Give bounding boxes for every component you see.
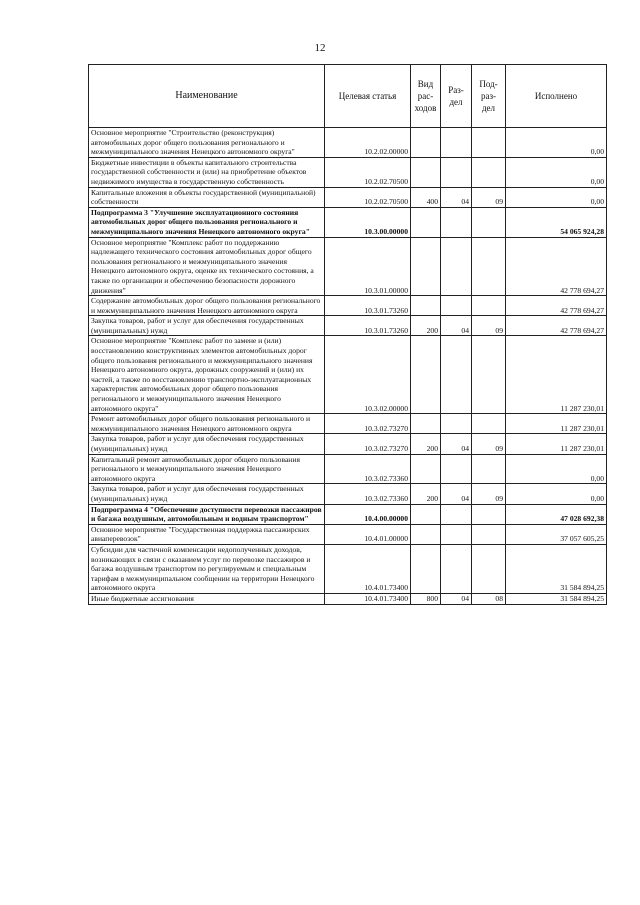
row-section xyxy=(441,128,472,158)
row-subsection: 09 xyxy=(472,484,506,504)
row-section xyxy=(441,336,472,414)
row-target-code: 10.3.01.00000 xyxy=(325,237,411,296)
table-row xyxy=(89,336,607,414)
row-subsection xyxy=(472,336,506,414)
row-amount: 31 584 894,25 xyxy=(506,593,607,604)
row-name-cell: Подпрограмма 3 "Улучшение эксплуатационного состояния автомобильных дорог общего пользования регионального и межмуниципального значения Ненецкого автономного округа" xyxy=(89,207,325,237)
table-row xyxy=(89,187,607,207)
row-subsection: 09 xyxy=(472,316,506,336)
row-expense-type: 400 xyxy=(411,187,441,207)
row-name-cell: Ремонт автомобильных дорог общего пользования регионального и межмуниципального значения Ненецкого автономного округа xyxy=(89,414,325,434)
row-target-code: 10.4.01.00000 xyxy=(325,524,411,544)
row-target-code: 10.3.02.73270 xyxy=(325,434,411,454)
row-expense-type xyxy=(411,524,441,544)
row-target-code: 10.2.02.70500 xyxy=(325,187,411,207)
row-amount: 37 057 605,25 xyxy=(506,524,607,544)
row-amount: 47 028 692,38 xyxy=(506,504,607,524)
row-subsection: 08 xyxy=(472,593,506,604)
row-expense-type: 800 xyxy=(411,593,441,604)
row-target-code: 10.4.01.73400 xyxy=(325,593,411,604)
row-section xyxy=(441,544,472,593)
row-name-cell: Основное мероприятие "Строительство (реконструкция) автомобильных дорог общего пользования регионального и межмуниципального значения Ненецкого автономного округа" xyxy=(89,128,325,158)
row-amount: 0,00 xyxy=(506,454,607,484)
row-amount: 42 778 694,27 xyxy=(506,316,607,336)
row-subsection xyxy=(472,237,506,296)
row-section: 04 xyxy=(441,434,472,454)
row-subsection xyxy=(472,128,506,158)
table-row xyxy=(89,237,607,296)
row-name-cell: Содержание автомобильных дорог общего пользования регионального и межмуниципального значения Ненецкого автономного округа xyxy=(89,296,325,316)
row-expense-type xyxy=(411,157,441,187)
row-subsection xyxy=(472,544,506,593)
table-row xyxy=(89,434,607,454)
row-target-code: 10.3.02.73360 xyxy=(325,484,411,504)
row-name-cell: Подпрограмма 4 "Обеспечение доступности перевозки пассажиров и багажа воздушным, автомобильным и водным транспортом" xyxy=(89,504,325,524)
row-section xyxy=(441,504,472,524)
row-name-cell: Капитальные вложения в объекты государственной (муниципальной) собственности xyxy=(89,187,325,207)
row-section xyxy=(441,454,472,484)
table-row xyxy=(89,414,607,434)
row-target-code: 10.3.02.73270 xyxy=(325,414,411,434)
table-row xyxy=(89,484,607,504)
row-section xyxy=(441,414,472,434)
row-expense-type xyxy=(411,128,441,158)
row-section: 04 xyxy=(441,593,472,604)
row-section: 04 xyxy=(441,316,472,336)
row-section xyxy=(441,296,472,316)
row-name-cell: Закупка товаров, работ и услуг для обеспечения государственных (муниципальных) нужд xyxy=(89,434,325,454)
row-name-cell: Закупка товаров, работ и услуг для обеспечения государственных (муниципальных) нужд xyxy=(89,316,325,336)
row-target-code: 10.4.00.00000 xyxy=(325,504,411,524)
row-amount: 0,00 xyxy=(506,484,607,504)
row-section xyxy=(441,207,472,237)
row-amount: 11 287 230,01 xyxy=(506,414,607,434)
row-section: 04 xyxy=(441,484,472,504)
row-name-cell: Субсидии для частичной компенсации недополученных доходов, возникающих в связи с оказанием услуг по перевозке пассажиров и багажа воздушным транспортом по регулируемым и специальным тарифам в межмуниципальном сообщении на территории Ненецкого автономного округа xyxy=(89,544,325,593)
row-name-cell: Основное мероприятие "Комплекс работ по замене и (или) восстановлению конструктивных элементов автомобильных дорог общего пользования регионального и межмуниципального значения Ненецкого автономного округа, дорожных сооружений и (или) их частей, а также по восстановлению транспортно-эксплуатационных характеристик автомобильных дорог общего пользования регионального и межмуниципального значения Ненецкого автономного округа" xyxy=(89,336,325,414)
row-subsection: 09 xyxy=(472,434,506,454)
table-row xyxy=(89,296,607,316)
row-subsection xyxy=(472,414,506,434)
row-expense-type xyxy=(411,414,441,434)
page-number: 12 xyxy=(314,42,326,54)
table-row xyxy=(89,207,607,237)
table-row xyxy=(89,524,607,544)
row-subsection xyxy=(472,454,506,484)
row-section xyxy=(441,524,472,544)
row-subsection xyxy=(472,207,506,237)
table-row xyxy=(89,504,607,524)
table-row xyxy=(89,128,607,158)
row-section xyxy=(441,237,472,296)
row-section xyxy=(441,157,472,187)
row-name-cell: Бюджетные инвестиции в объекты капитального строительства государственной собственности и (или) на приобретение объектов недвижимого имущества в государственную собственность xyxy=(89,157,325,187)
header-expense-type: Вид рас-ходов xyxy=(411,65,441,128)
header-subsection: Под-раз-дел xyxy=(472,65,506,128)
table-row xyxy=(89,593,607,604)
row-target-code: 10.3.02.73360 xyxy=(325,454,411,484)
row-name-cell: Иные бюджетные ассигнования xyxy=(89,593,325,604)
row-amount: 0,00 xyxy=(506,187,607,207)
row-target-code: 10.3.00.00000 xyxy=(325,207,411,237)
row-subsection xyxy=(472,524,506,544)
table-header-row xyxy=(89,65,607,128)
row-amount: 31 584 894,25 xyxy=(506,544,607,593)
row-expense-type xyxy=(411,544,441,593)
row-target-code: 10.3.01.73260 xyxy=(325,316,411,336)
row-expense-type xyxy=(411,207,441,237)
row-amount: 11 287 230,01 xyxy=(506,434,607,454)
row-amount: 42 778 694,27 xyxy=(506,237,607,296)
row-name-cell: Основное мероприятие "Государственная поддержка пассажирских авиаперевозок" xyxy=(89,524,325,544)
row-name-cell: Закупка товаров, работ и услуг для обеспечения государственных (муниципальных) нужд xyxy=(89,484,325,504)
row-amount: 54 065 924,28 xyxy=(506,207,607,237)
row-subsection xyxy=(472,504,506,524)
budget-table xyxy=(88,64,607,605)
row-name-cell: Капитальный ремонт автомобильных дорог общего пользования регионального и межмуниципального значения Ненецкого автономного округа xyxy=(89,454,325,484)
row-target-code: 10.3.02.00000 xyxy=(325,336,411,414)
row-expense-type xyxy=(411,336,441,414)
row-subsection xyxy=(472,296,506,316)
table-body xyxy=(89,128,607,605)
row-name-cell: Основное мероприятие "Комплекс работ по поддержанию надлежащего технического состояния автомобильных дорог общего пользования регионального и межмуниципального значения Ненецкого автономного округа, оценке их технического состояния, а также по организации и обеспечению безопасности дорожного движения" xyxy=(89,237,325,296)
row-expense-type: 200 xyxy=(411,484,441,504)
row-target-code: 10.2.02.00000 xyxy=(325,128,411,158)
table-row xyxy=(89,316,607,336)
table-row xyxy=(89,544,607,593)
row-target-code: 10.3.01.73260 xyxy=(325,296,411,316)
row-target-code: 10.2.02.70500 xyxy=(325,157,411,187)
row-subsection: 09 xyxy=(472,187,506,207)
row-expense-type xyxy=(411,504,441,524)
table-row xyxy=(89,454,607,484)
row-target-code: 10.4.01.73400 xyxy=(325,544,411,593)
header-executed: Исполнено xyxy=(506,65,607,128)
row-expense-type xyxy=(411,237,441,296)
row-amount: 42 778 694,27 xyxy=(506,296,607,316)
row-expense-type: 200 xyxy=(411,434,441,454)
table-row xyxy=(89,157,607,187)
row-amount: 11 287 230,01 xyxy=(506,336,607,414)
header-name: Наименование xyxy=(89,65,325,128)
row-amount: 0,00 xyxy=(506,128,607,158)
row-section: 04 xyxy=(441,187,472,207)
row-expense-type: 200 xyxy=(411,316,441,336)
row-expense-type xyxy=(411,296,441,316)
header-target: Целевая статья xyxy=(325,65,411,128)
header-section: Раз-дел xyxy=(441,65,472,128)
row-amount: 0,00 xyxy=(506,157,607,187)
row-expense-type xyxy=(411,454,441,484)
row-subsection xyxy=(472,157,506,187)
